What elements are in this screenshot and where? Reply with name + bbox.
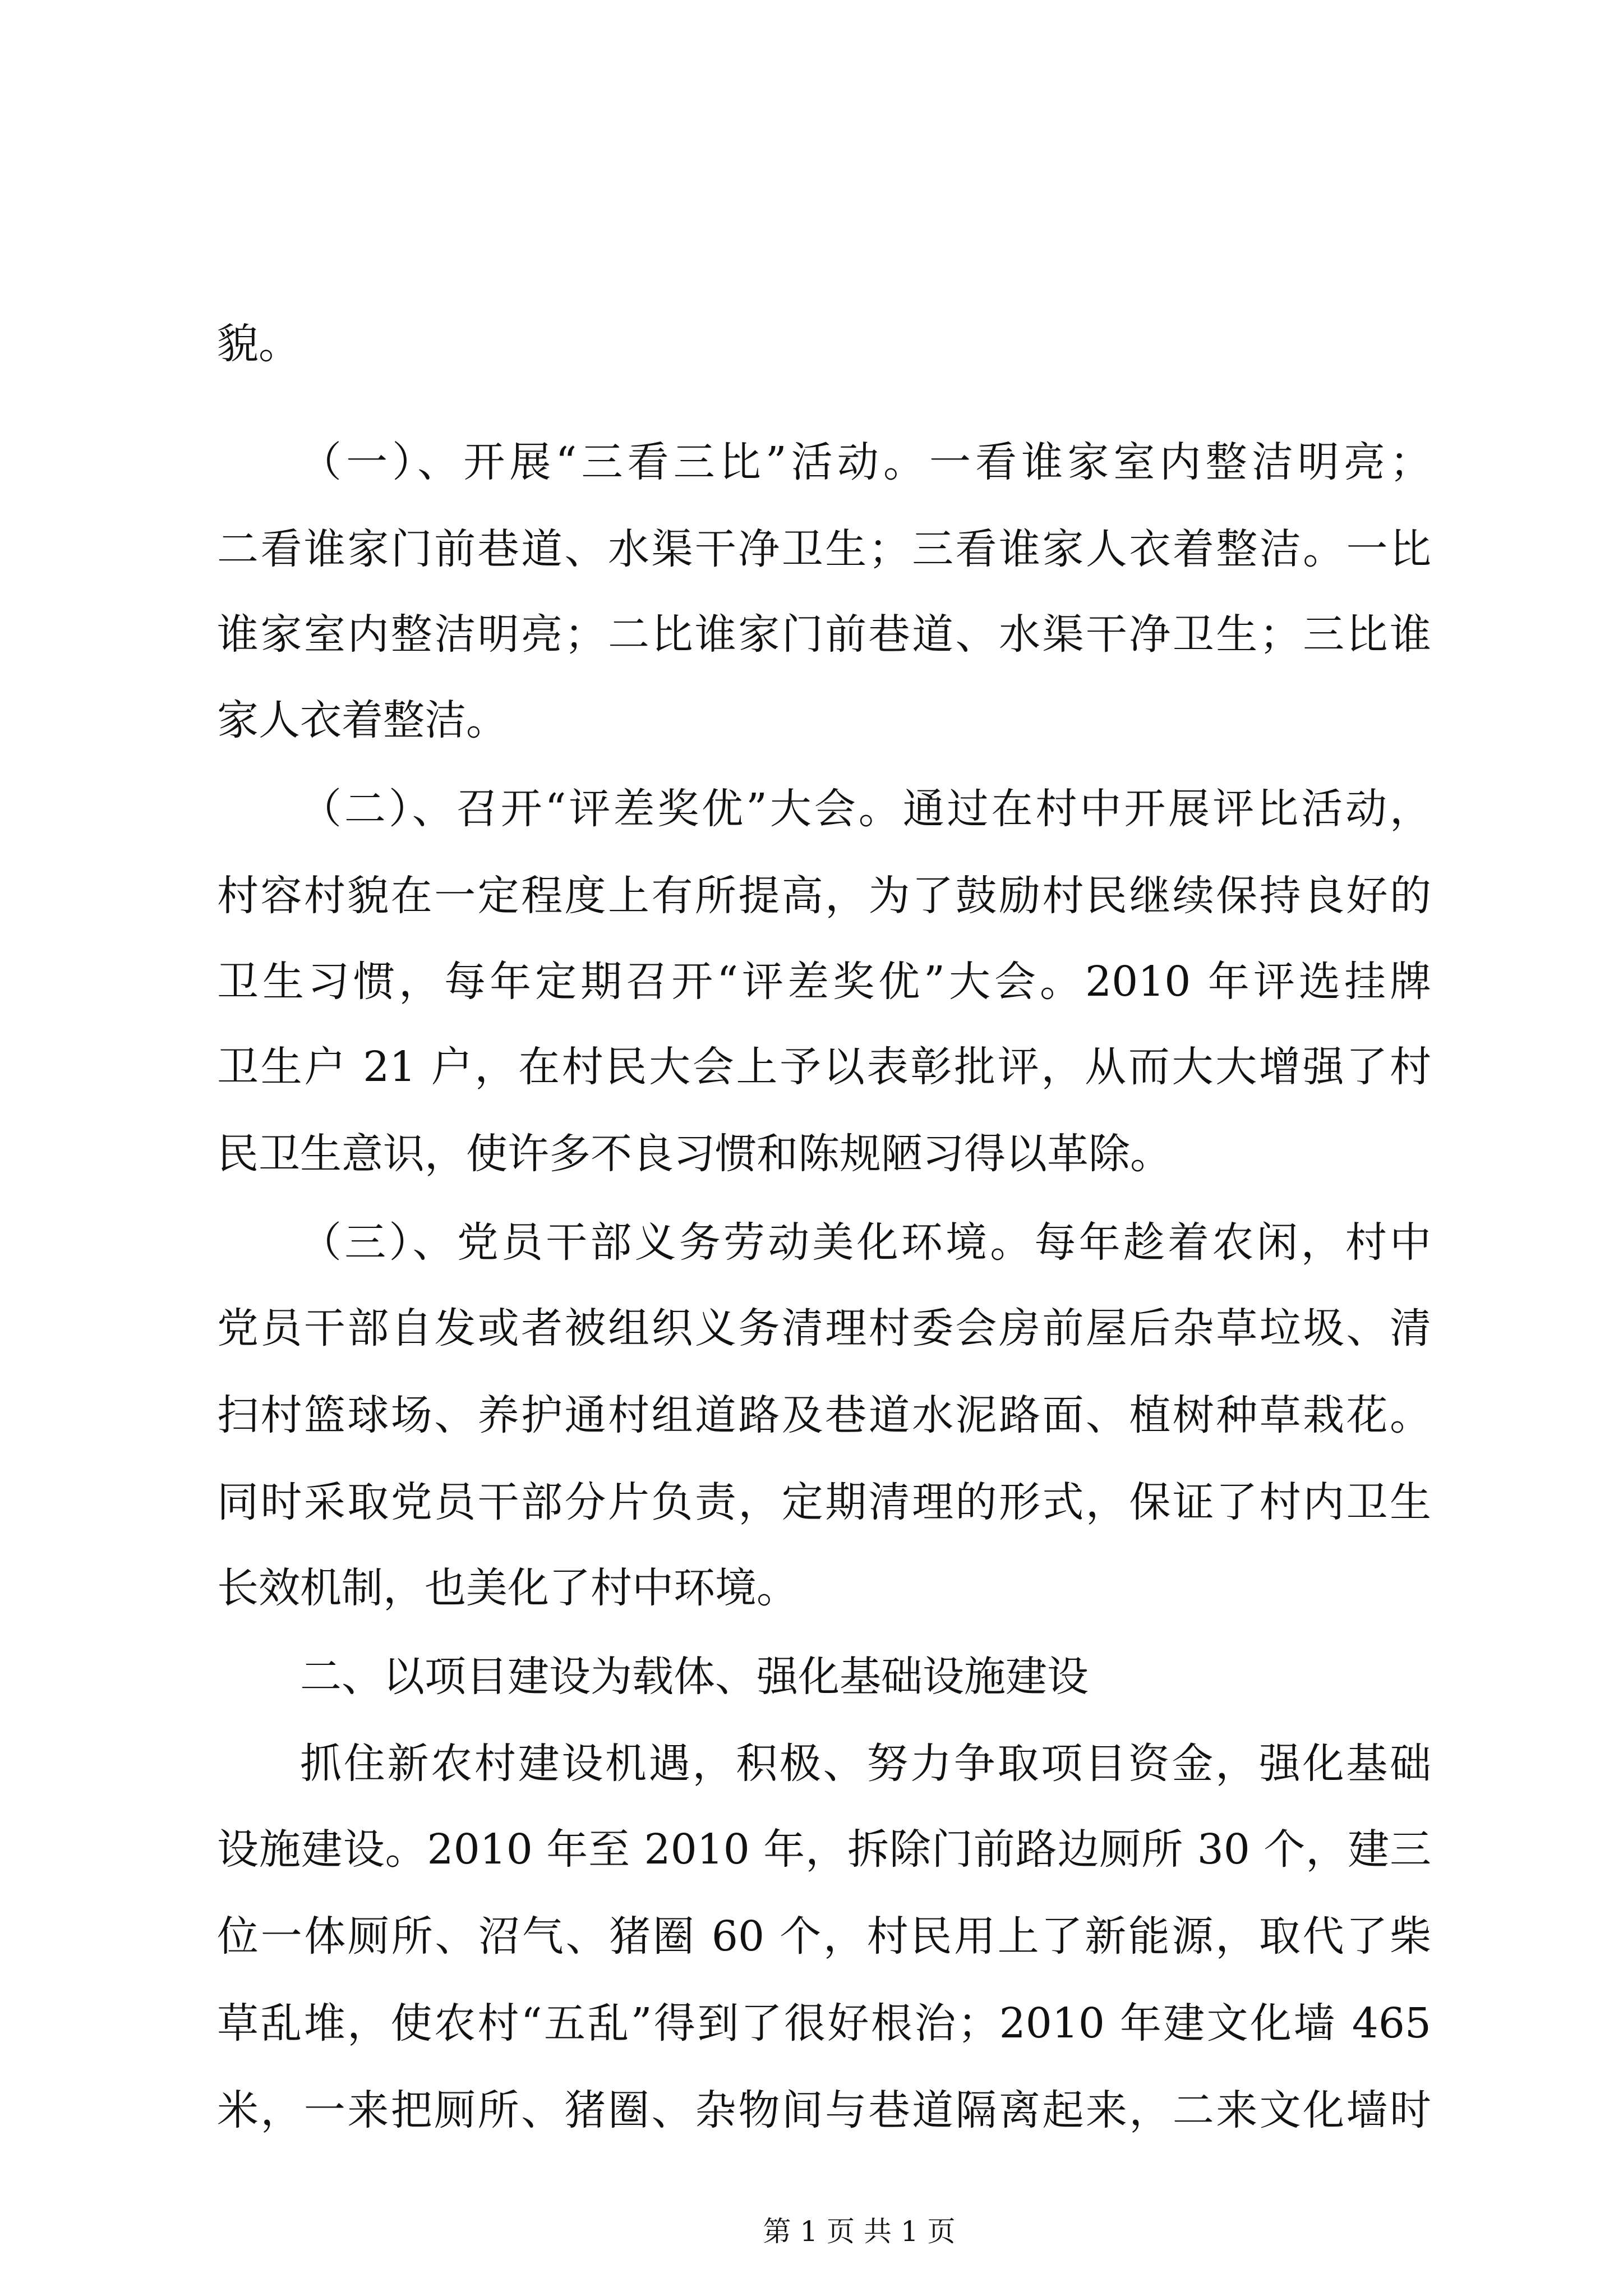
text-line: 米，一来把厕所、猪圈、杂物间与巷道隔离起来，二来文化墙时 bbox=[217, 2086, 1431, 2134]
text-line: 党员干部自发或者被组织义务清理村委会房前屋后杂草垃圾、清 bbox=[217, 1304, 1431, 1352]
text-line: （二）、召开“评差奖优”大会。通过在村中开展评比活动， bbox=[300, 785, 1431, 833]
page-footer: 第 1 页 共 1 页 bbox=[763, 2215, 956, 2248]
text-line: （一）、开展“三看三比”活动。一看谁家室内整洁明亮； bbox=[300, 438, 1431, 486]
text-line: 位一体厕所、沼气、猪圈 60 个，村民用上了新能源，取代了柴 bbox=[217, 1912, 1431, 1961]
text-line: 民卫生意识，使许多不良习惯和陈规陋习得以革除。 bbox=[217, 1130, 1172, 1178]
text-line: 长效机制，也美化了村中环境。 bbox=[217, 1564, 798, 1612]
text-line: 谁家室内整洁明亮；二比谁家门前巷道、水渠干净卫生；三比谁 bbox=[217, 610, 1431, 659]
text-line: 同时采取党员干部分片负责，定期清理的形式，保证了村内卫生 bbox=[217, 1478, 1431, 1526]
text-line: 村容村貌在一定程度上有所提高，为了鼓励村民继续保持良好的 bbox=[217, 872, 1431, 920]
text-line: 抓住新农村建设机遇，积极、努力争取项目资金，强化基础 bbox=[300, 1740, 1431, 1788]
text-line: 貌。 bbox=[217, 320, 300, 368]
text-line: 设施建设。2010 年至 2010 年，拆除门前路边厕所 30 个，建三 bbox=[217, 1825, 1431, 1874]
text-line: 扫村篮球场、养护通村组道路及巷道水泥路面、植树种草栽花。 bbox=[217, 1391, 1431, 1439]
text-line: 家人衣着整洁。 bbox=[217, 696, 508, 744]
text-line: 草乱堆，使农村“五乱”得到了很好根治；2010 年建文化墙 465 bbox=[217, 1999, 1431, 2047]
section-heading-text: 二、以项目建设为载体、强化基础设施建设 bbox=[300, 1653, 1089, 1701]
text-line: 二看谁家门前巷道、水渠干净卫生；三看谁家人衣着整洁。一比 bbox=[217, 525, 1431, 573]
text-line: （三）、党员干部义务劳动美化环境。每年趁着农闲，村中 bbox=[300, 1218, 1431, 1267]
text-line: 卫生习惯，每年定期召开“评差奖优”大会。2010 年评选挂牌 bbox=[217, 958, 1431, 1006]
text-line: 卫生户 21 户，在村民大会上予以表彰批评，从而大大增强了村 bbox=[217, 1043, 1431, 1091]
